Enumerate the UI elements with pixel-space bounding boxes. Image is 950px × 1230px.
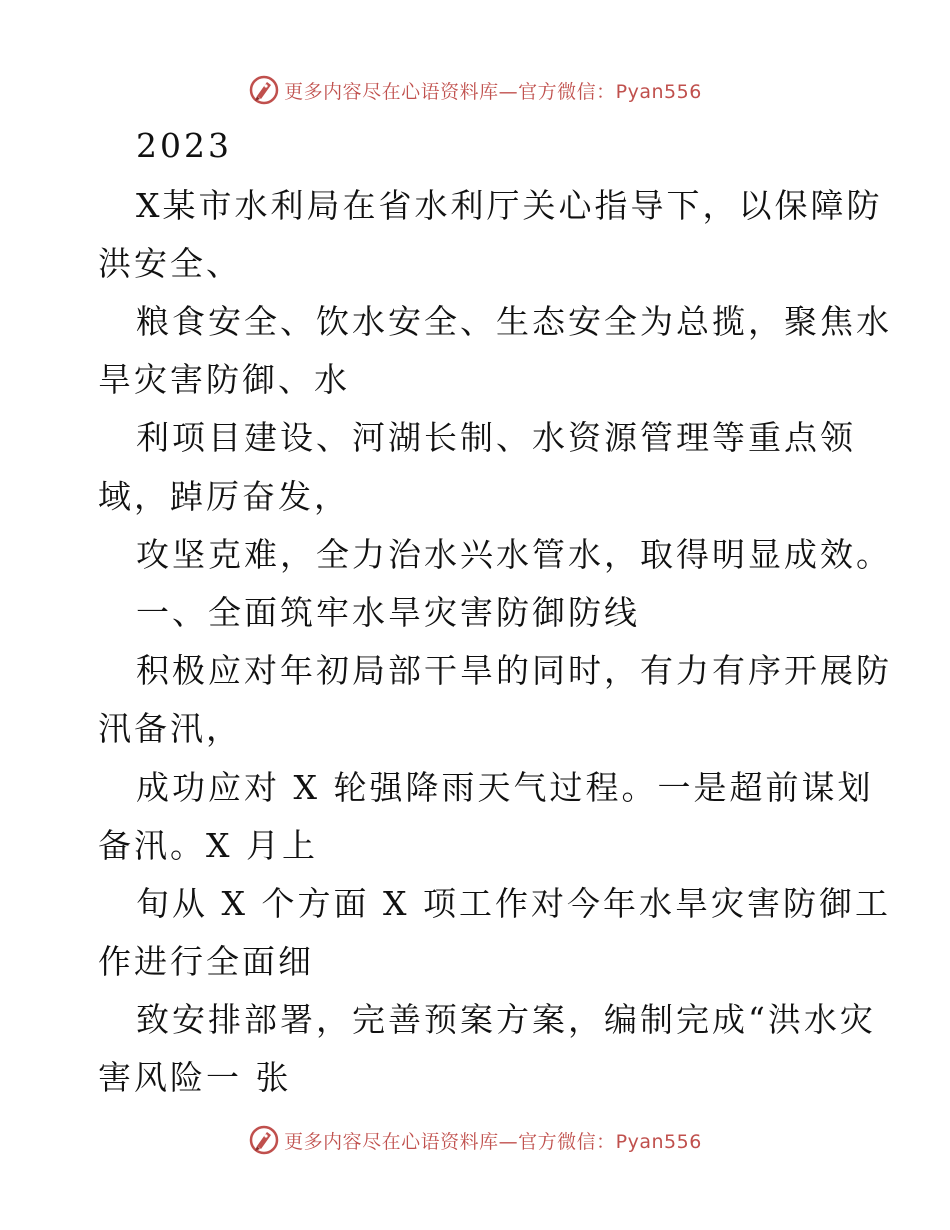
pen-nib-logo-icon: [248, 74, 280, 106]
doc-line: 成功应对 X 轮强降雨天气过程。一是超前谋划: [136, 768, 874, 807]
doc-line: 汛备汛，: [98, 709, 242, 748]
header-watermark: [0, 70, 950, 110]
doc-line: 作进行全面细: [98, 942, 314, 981]
doc-line: 害风险一 张: [98, 1058, 292, 1097]
doc-line: 旱灾害防御、水: [98, 360, 350, 399]
footer-watermark: [0, 1120, 950, 1160]
doc-line: 积极应对年初局部干旱的同时，有力有序开展防: [136, 651, 892, 690]
pen-nib-logo-icon: [248, 1124, 280, 1156]
section-heading: 一、全面筑牢水旱灾害防御防线: [136, 593, 640, 632]
doc-line: 洪安全、: [98, 244, 242, 283]
doc-line: 2023: [136, 126, 232, 165]
doc-line: 备汛。X 月上: [98, 826, 318, 865]
doc-line: 域，踔厉奋发，: [98, 477, 350, 516]
watermark-text: 更多内容尽在心语资料库—官方微信：Pyan556: [284, 1130, 702, 1153]
doc-line: 利项目建设、河湖长制、水资源管理等重点领: [136, 418, 856, 457]
watermark-text: 更多内容尽在心语资料库—官方微信：Pyan556: [284, 80, 702, 103]
doc-line: 粮食安全、饮水安全、生态安全为总揽，聚焦水: [136, 302, 892, 341]
doc-line: X某市水利局在省水利厅关心指导下，以保障防: [136, 186, 883, 225]
doc-line: 旬从 X 个方面 X 项工作对今年水旱灾害防御工: [136, 884, 891, 923]
doc-line: 攻坚克难，全力治水兴水管水，取得明显成效。: [136, 535, 892, 574]
doc-line: 致安排部署，完善预案方案，编制完成“洪水灾: [136, 1000, 876, 1039]
